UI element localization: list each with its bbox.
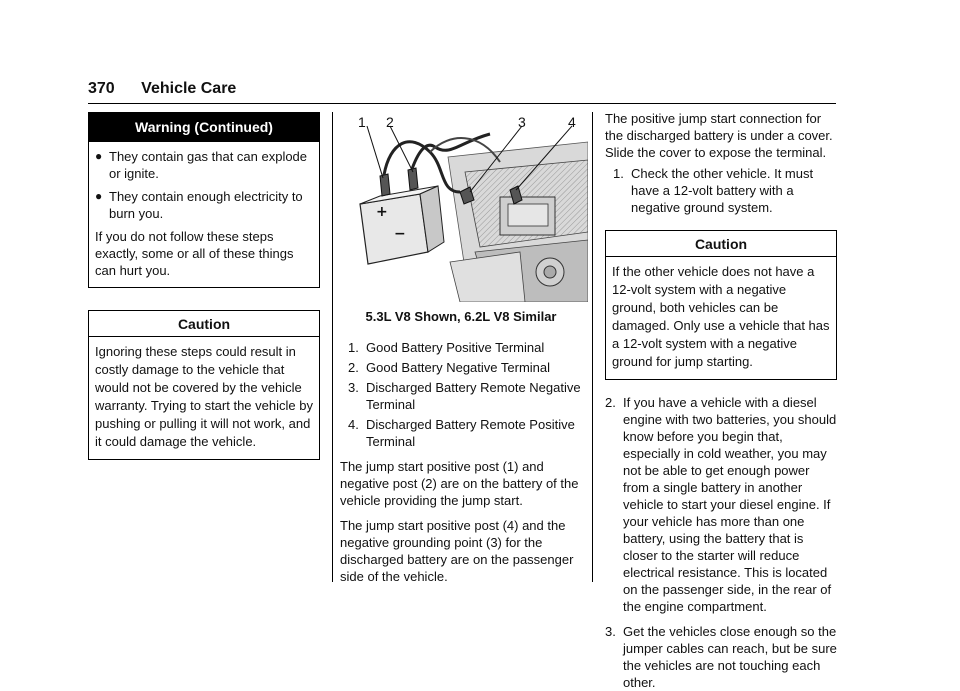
callout-3: 3 — [518, 114, 526, 130]
column-divider-right — [592, 112, 593, 582]
list-item — [340, 416, 582, 450]
minus-symbol: − — [394, 226, 406, 242]
engine-battery-illustration — [350, 112, 588, 302]
list-number: 2. — [348, 360, 359, 375]
step-text: Get the vehicles close enough so the jumper cables can reach, but be sure the vehicles are not touching each other. — [623, 624, 837, 690]
list-number: 3. — [348, 380, 359, 395]
list-item — [340, 359, 582, 376]
list-text: Discharged Battery Remote Positive Terminal — [366, 417, 575, 449]
list-text: Discharged Battery Remote Negative Terminal — [366, 380, 581, 412]
header-rule — [88, 103, 836, 104]
callout-1: 1 — [358, 114, 366, 130]
list-number: 1. — [348, 340, 359, 355]
list-text: Good Battery Positive Terminal — [366, 340, 545, 355]
caution-title: Caution — [606, 231, 836, 257]
list-item — [340, 379, 582, 413]
warning-body — [89, 142, 319, 287]
intro-paragraph: The positive jump start connection for the discharged battery is under a cover. Slide the cover to expose the terminal. — [605, 111, 833, 160]
warning-bullet — [95, 188, 313, 222]
paragraph: The jump start positive post (4) and the negative grounding point (3) for the discharged battery are on the passenger side of the vehicle. — [340, 518, 574, 584]
figure-caption: 5.3L V8 Shown, 6.2L V8 Similar — [365, 309, 557, 324]
caution-title: Caution — [89, 311, 319, 337]
list-text: Good Battery Negative Terminal — [366, 360, 551, 375]
warning-bullet — [95, 148, 313, 182]
column-1 — [88, 112, 320, 460]
step-item — [605, 394, 837, 615]
list-number: 4. — [348, 417, 359, 432]
callout-4: 4 — [568, 114, 576, 130]
step-item — [605, 623, 837, 691]
section-title: Vehicle Care — [141, 80, 237, 97]
caution-text: If the other vehicle does not have a 12-volt system with a negative ground, both vehicles can be damaged. Only use a vehicle that has a 12-volt system with a negative ground for jump starting. — [612, 264, 830, 369]
callout-2: 2 — [386, 114, 394, 130]
caution-box — [605, 230, 837, 380]
step-number: 2. — [605, 395, 616, 410]
bullet-icon: ● — [95, 149, 103, 163]
warning-box — [88, 112, 320, 288]
page-number: 370 — [88, 80, 115, 97]
step-text: If you have a vehicle with a diesel engine with two batteries, you should know before you begin that, especially in cold weather, you may not be able to get enough power from a single battery in another vehicle to start your diesel engine. If your vehicle has more than one battery, using the battery that is closer to the starter will reduce electrical resistance. This is located on the passenger side, in the rear of the engine compartment. — [623, 395, 837, 614]
paragraph: The jump start positive post (1) and negative post (2) are on the battery of the vehicle providing the jump start. — [340, 459, 579, 508]
column-divider-left — [332, 112, 333, 582]
bullet-icon: ● — [95, 189, 103, 203]
caution-box — [88, 310, 320, 460]
battery-figure — [350, 112, 588, 302]
warning-text: If you do not follow these steps exactly, some or all of these things can hurt you. — [95, 229, 294, 278]
plus-symbol: + — [376, 204, 388, 220]
warning-title: Warning (Continued) — [89, 113, 319, 142]
bullet-text: They contain gas that can explode or ignite. — [109, 149, 308, 181]
bullet-text: They contain enough electricity to burn you. — [109, 189, 303, 221]
step-number: 3. — [605, 624, 616, 639]
caution-text: Ignoring these steps could result in costly damage to the vehicle that would not be covered by the vehicle warranty. Trying to start the vehicle by pushing or pulling it will not work, and it could damage the vehicle. — [95, 344, 313, 449]
column-2 — [340, 112, 582, 585]
step-number: 1. — [613, 166, 624, 181]
column-3 — [605, 110, 837, 691]
page-header — [88, 80, 236, 98]
step-item — [605, 165, 837, 216]
list-item — [340, 339, 582, 356]
step-text: Check the other vehicle. It must have a 12-volt battery with a negative ground system. — [631, 166, 814, 215]
